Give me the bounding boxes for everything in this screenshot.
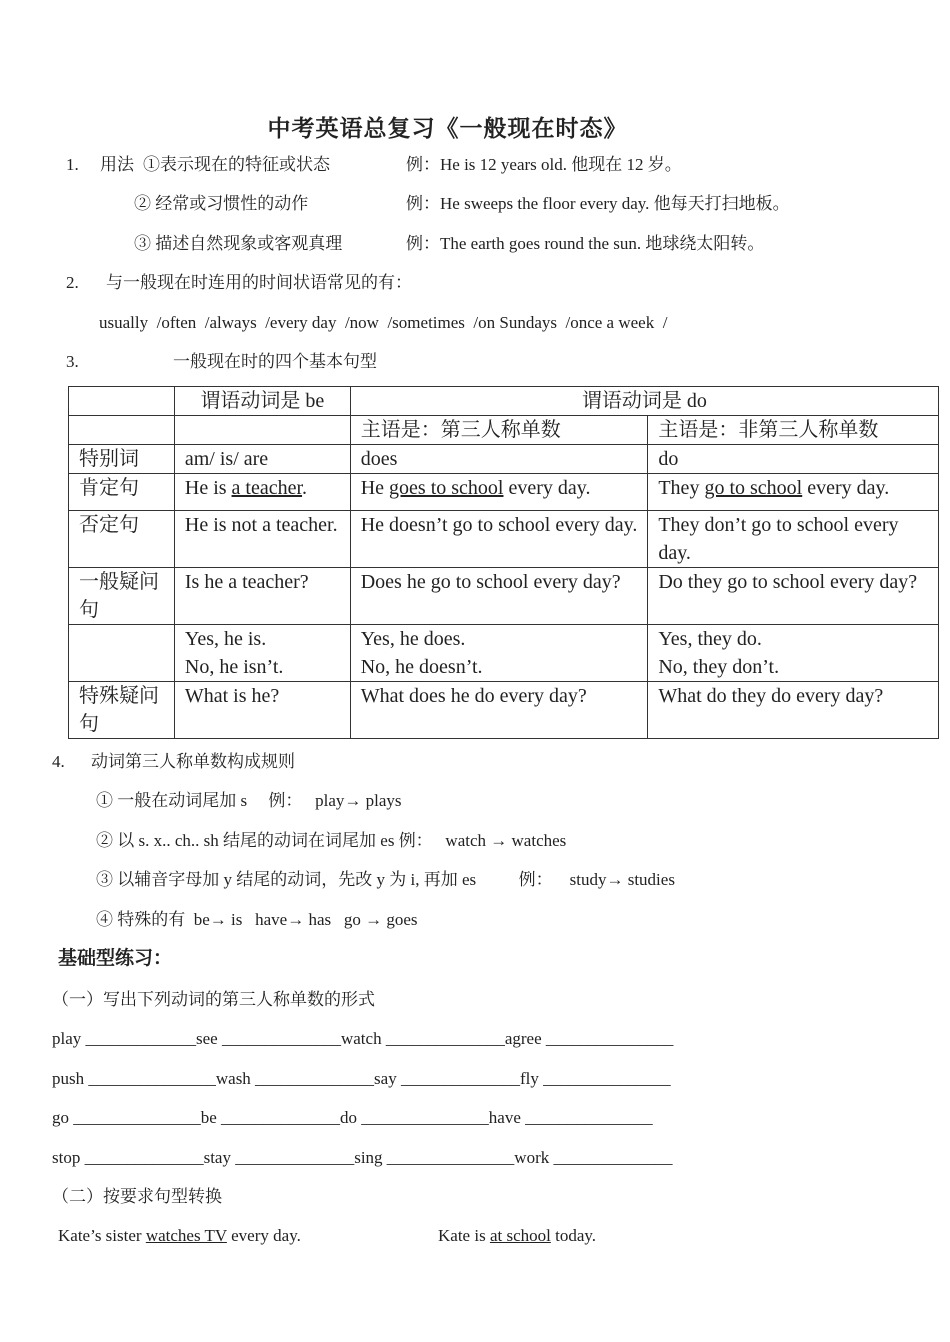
fill-in-row: push _______________wash ______________say ______________fly _______________ bbox=[52, 1069, 671, 1088]
table-row bbox=[69, 682, 939, 739]
practice-heading: 基础型练习： bbox=[58, 948, 173, 969]
section4-number: 4. bbox=[52, 752, 65, 771]
underlined-text: a teacher bbox=[231, 477, 303, 499]
table-row bbox=[69, 625, 939, 682]
table-row bbox=[69, 511, 939, 568]
row-label: 肯定句 bbox=[69, 474, 175, 511]
table-row bbox=[69, 474, 939, 511]
answer-yes: Yes, he does. bbox=[360, 628, 466, 650]
section2-heading: 与一般现在时连用的时间状语常见的有： bbox=[106, 273, 412, 292]
section2-number: 2. bbox=[66, 273, 79, 292]
section1-number: 1. bbox=[66, 155, 79, 174]
underlined-text: goes to school bbox=[389, 477, 504, 499]
subheader-third-person: 主语是：第三人称单数 bbox=[350, 416, 648, 445]
cell-text: He is bbox=[184, 477, 232, 499]
table-cell: What do they do every day? bbox=[648, 682, 939, 739]
table-cell bbox=[350, 625, 648, 682]
table-cell bbox=[648, 474, 939, 511]
sentence-text: Kate’s sister bbox=[58, 1226, 146, 1245]
answer-no: No, they don’t. bbox=[658, 656, 780, 678]
practice-part2-heading: （二）按要求句型转换 bbox=[52, 1187, 222, 1206]
sentence-text: every day. bbox=[226, 1226, 301, 1245]
rule-item-2: ② 以 s. x.. ch.. sh 结尾的动词在词尾加 es 例： watch → watches bbox=[96, 831, 567, 850]
table-cell bbox=[174, 474, 350, 511]
subheader-non-third-person: 主语是：非第三人称单数 bbox=[648, 416, 939, 445]
table-cell bbox=[69, 387, 175, 416]
section1-label: 用法 bbox=[100, 155, 134, 174]
table-cell: He doesn’t go to school every day. bbox=[350, 511, 648, 568]
table-row bbox=[69, 445, 939, 474]
rule-item-3: ③ 以辅音字母加 y 结尾的动词，先改 y 为 i, 再加 es 例： study→ studies bbox=[96, 870, 675, 889]
sentence-pattern-table bbox=[68, 386, 939, 739]
table-cell: do bbox=[648, 445, 939, 474]
answer-yes: Yes, they do. bbox=[658, 628, 762, 650]
usage-example-3: 例：The earth goes round the sun. 地球绕太阳转。 bbox=[406, 234, 765, 253]
table-cell: Do they go to school every day? bbox=[648, 568, 939, 625]
cell-text: They bbox=[658, 477, 705, 499]
header-be: 谓语动词是 be bbox=[174, 387, 350, 416]
cell-text: every day. bbox=[503, 477, 591, 499]
row-label: 否定句 bbox=[69, 511, 175, 568]
usage-item-1: ①表示现在的特征或状态 bbox=[143, 155, 330, 174]
answer-no: No, he doesn’t. bbox=[360, 656, 483, 678]
table-cell bbox=[69, 416, 175, 445]
underlined-text: at school bbox=[489, 1226, 551, 1245]
cell-text: He bbox=[360, 477, 390, 499]
table-cell: Is he a teacher? bbox=[174, 568, 350, 625]
section4-heading: 动词第三人称单数构成规则 bbox=[91, 752, 295, 771]
table-cell: Does he go to school every day? bbox=[350, 568, 648, 625]
fill-in-row: play _____________see ______________watch ______________agree _______________ bbox=[52, 1029, 674, 1048]
transform-sentence-2 bbox=[438, 1225, 596, 1247]
section3-heading: 一般现在时的四个基本句型 bbox=[173, 352, 377, 371]
usage-item-3: ③ 描述自然现象或客观真理 bbox=[134, 234, 343, 253]
table-row bbox=[69, 568, 939, 625]
fill-in-row: go _______________be ______________do _______________have _______________ bbox=[52, 1108, 653, 1127]
table-row bbox=[69, 416, 939, 445]
table-cell bbox=[350, 474, 648, 511]
table-cell bbox=[69, 625, 175, 682]
section3-number: 3. bbox=[66, 352, 79, 371]
usage-example-1: 例：He is 12 years old. 他现在 12 岁。 bbox=[406, 155, 682, 174]
page-title: 中考英语总复习《一般现在时态》 bbox=[267, 116, 628, 141]
cell-text: every day. bbox=[802, 477, 890, 499]
cell-text: . bbox=[302, 477, 308, 499]
row-label: 特别词 bbox=[69, 445, 175, 474]
table-cell: does bbox=[350, 445, 648, 474]
sentence-text: today. bbox=[550, 1226, 597, 1245]
transform-sentence-1 bbox=[58, 1225, 301, 1247]
table-cell: What is he? bbox=[174, 682, 350, 739]
table-cell: am/ is/ are bbox=[174, 445, 350, 474]
time-adverbs: usually /often /always /every day /now /sometimes /on Sundays /once a week / bbox=[99, 313, 668, 332]
answer-no: No, he isn’t. bbox=[184, 656, 284, 678]
table-cell bbox=[174, 625, 350, 682]
answer-yes: Yes, he is. bbox=[184, 628, 267, 650]
underlined-text: watches TV bbox=[145, 1226, 227, 1245]
rule-item-4: ④ 特殊的有 be→ is have→ has go → goes bbox=[96, 910, 418, 929]
table-cell: What does he do every day? bbox=[350, 682, 648, 739]
table-cell bbox=[174, 416, 350, 445]
row-label: 特殊疑问句 bbox=[69, 682, 175, 739]
table-row bbox=[69, 387, 939, 416]
usage-item-2: ② 经常或习惯性的动作 bbox=[134, 194, 309, 213]
row-label: 一般疑问句 bbox=[69, 568, 175, 625]
header-do: 谓语动词是 do bbox=[350, 387, 938, 416]
table-cell bbox=[648, 625, 939, 682]
table-cell: He is not a teacher. bbox=[174, 511, 350, 568]
practice-part1-heading: （一）写出下列动词的第三人称单数的形式 bbox=[52, 990, 375, 1009]
table-cell: They don’t go to school every day. bbox=[648, 511, 939, 568]
sentence-text: Kate is bbox=[438, 1226, 490, 1245]
usage-example-2: 例：He sweeps the floor every day. 他每天打扫地板。 bbox=[406, 194, 790, 213]
underlined-text: go to school bbox=[704, 477, 803, 499]
rule-item-1: ① 一般在动词尾加 s 例： play→ plays bbox=[96, 791, 402, 810]
fill-in-row: stop ______________stay ______________sing _______________work ______________ bbox=[52, 1148, 673, 1167]
